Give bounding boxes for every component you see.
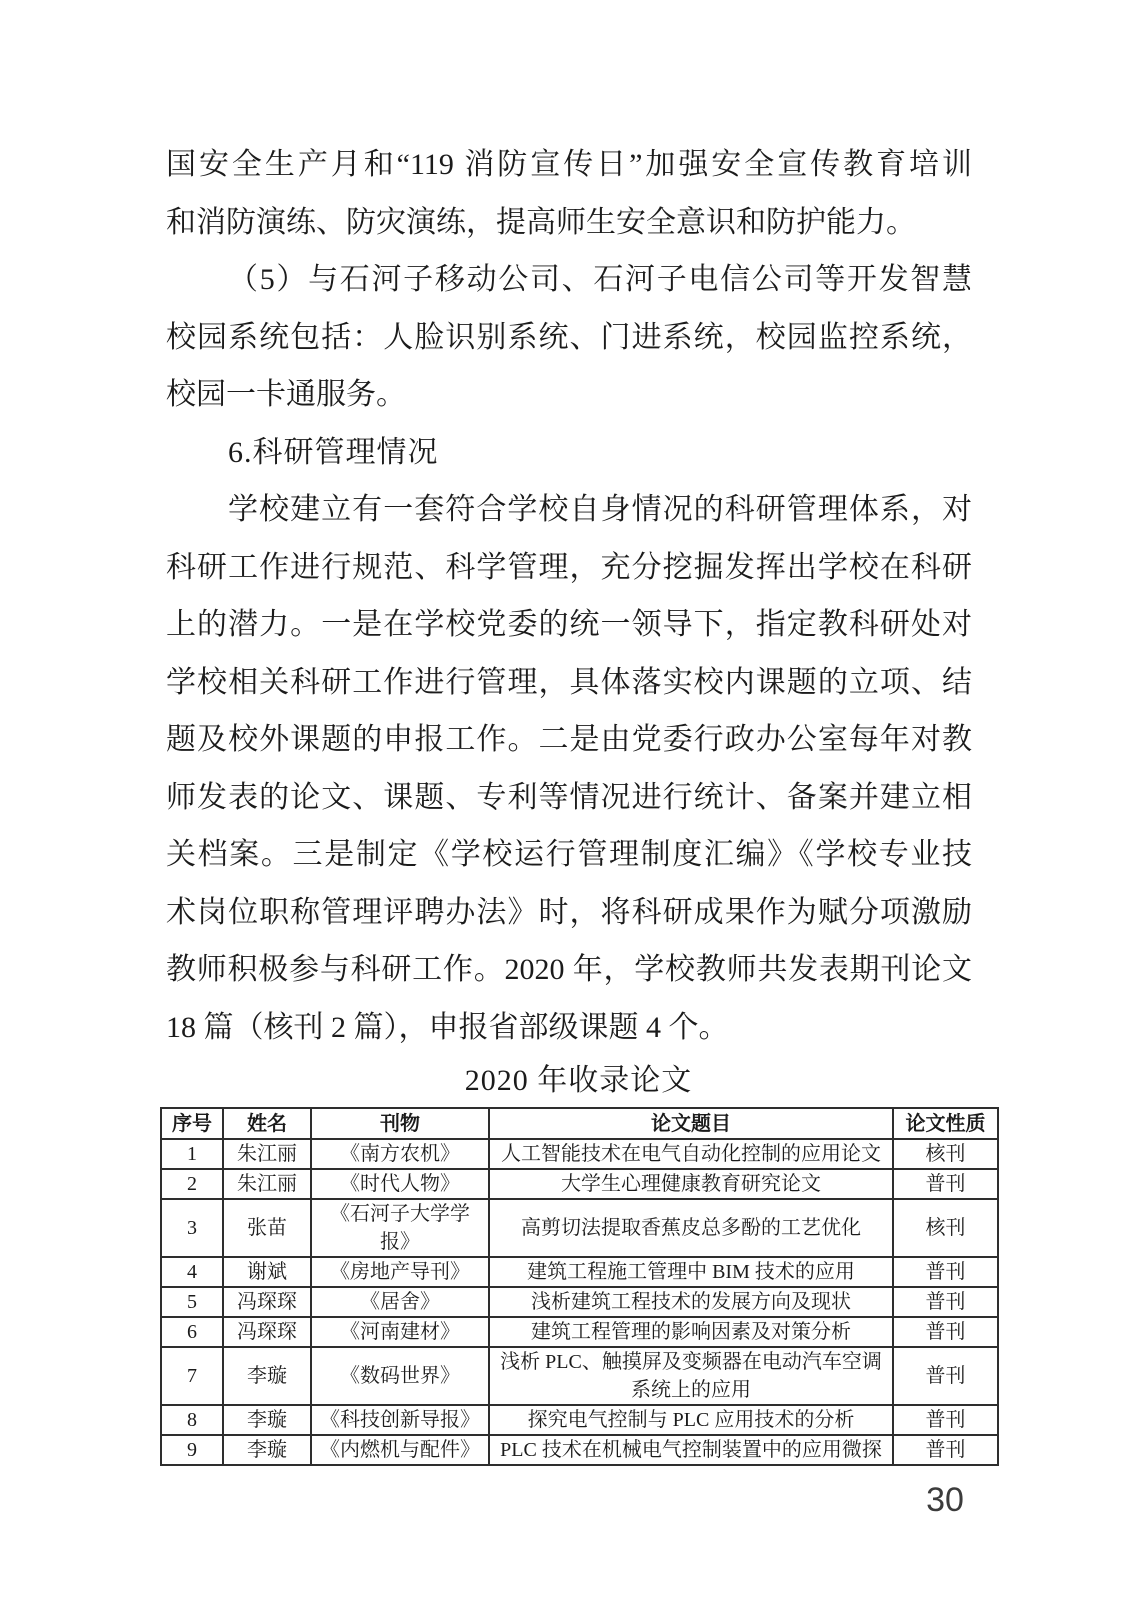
cell-paper-type: 普刊 — [893, 1435, 998, 1465]
cell-journal: 《数码世界》 — [311, 1347, 489, 1405]
cell-author-name: 冯琛琛 — [223, 1287, 311, 1317]
page-number: 30 — [926, 1481, 964, 1519]
cell-author-name: 冯琛琛 — [223, 1317, 311, 1347]
cell-paper-title: 建筑工程管理的影响因素及对策分析 — [489, 1317, 893, 1347]
table-header-cell: 论文性质 — [893, 1108, 998, 1139]
cell-serial-number: 1 — [161, 1139, 223, 1169]
cell-paper-title: PLC 技术在机械电气控制装置中的应用微探 — [489, 1435, 893, 1465]
cell-serial-number: 5 — [161, 1287, 223, 1317]
cell-paper-type: 普刊 — [893, 1405, 998, 1435]
cell-author-name: 朱江丽 — [223, 1139, 311, 1169]
cell-serial-number: 2 — [161, 1169, 223, 1199]
table-header-cell: 序号 — [161, 1108, 223, 1139]
cell-paper-title: 人工智能技术在电气自动化控制的应用论文 — [489, 1139, 893, 1169]
cell-journal: 《内燃机与配件》 — [311, 1435, 489, 1465]
cell-journal: 《时代人物》 — [311, 1169, 489, 1199]
cell-journal: 《居舍》 — [311, 1287, 489, 1317]
cell-paper-title: 高剪切法提取香蕉皮总多酚的工艺优化 — [489, 1199, 893, 1257]
table-header-row — [161, 1108, 998, 1139]
cell-paper-type: 普刊 — [893, 1169, 998, 1199]
table-row — [161, 1435, 998, 1465]
cell-paper-title: 浅析 PLC、触摸屏及变频器在电动汽车空调系统上的应用 — [489, 1347, 893, 1405]
table-header-cell: 刊物 — [311, 1108, 489, 1139]
body-text-line: 学校建立有一套符合学校自身情况的科研管理体系，对 — [228, 493, 972, 526]
table-row — [161, 1347, 998, 1405]
cell-serial-number: 8 — [161, 1405, 223, 1435]
cell-paper-title: 浅析建筑工程技术的发展方向及现状 — [489, 1287, 893, 1317]
body-text-line: 学校相关科研工作进行管理，具体落实校内课题的立项、结 — [166, 665, 972, 699]
table-header-cell: 姓名 — [223, 1108, 311, 1139]
table-row — [161, 1317, 998, 1347]
cell-author-name: 李璇 — [223, 1347, 311, 1405]
cell-paper-title: 建筑工程施工管理中 BIM 技术的应用 — [489, 1257, 893, 1287]
table-row — [161, 1405, 998, 1435]
cell-paper-type: 普刊 — [893, 1347, 998, 1405]
table-header-cell: 论文题目 — [489, 1108, 893, 1139]
table-row — [161, 1139, 998, 1169]
body-text-line: 校园系统包括：人脸识别系统、门进系统，校园监控系统， — [166, 320, 972, 354]
table-row — [161, 1169, 998, 1199]
cell-serial-number: 7 — [161, 1347, 223, 1405]
cell-serial-number: 6 — [161, 1317, 223, 1347]
body-text-line: 教师积极参与科研工作。2020 年，学校教师共发表期刊论文 — [166, 953, 972, 986]
body-text-line: 师发表的论文、课题、专利等情况进行统计、备案并建立相 — [166, 780, 972, 814]
cell-paper-type: 核刊 — [893, 1199, 998, 1257]
table-row — [161, 1257, 998, 1287]
cell-journal: 《房地产导刊》 — [311, 1257, 489, 1287]
cell-paper-type: 普刊 — [893, 1317, 998, 1347]
cell-paper-type: 核刊 — [893, 1139, 998, 1169]
body-text-line: 国安全生产月和“119 消防宣传日”加强安全宣传教育培训 — [166, 148, 972, 181]
body-text-line: 和消防演练、防灾演练，提高师生安全意识和防护能力。 — [166, 205, 916, 239]
body-text-line: 科研工作进行规范、科学管理，充分挖掘发挥出学校在科研 — [166, 550, 972, 584]
cell-serial-number: 3 — [161, 1199, 223, 1257]
cell-paper-type: 普刊 — [893, 1257, 998, 1287]
cell-serial-number: 9 — [161, 1435, 223, 1465]
body-text-line: 18 篇（核刊 2 篇），申报省部级课题 4 个。 — [166, 1010, 729, 1044]
cell-author-name: 张苗 — [223, 1199, 311, 1257]
cell-journal: 《河南建材》 — [311, 1317, 489, 1347]
table-row — [161, 1199, 998, 1257]
body-text-line: 关档案。三是制定《学校运行管理制度汇编》《学校专业技 — [166, 838, 972, 871]
cell-paper-type: 普刊 — [893, 1287, 998, 1317]
body-text-line: 题及校外课题的申报工作。二是由党委行政办公室每年对教 — [166, 723, 972, 756]
cell-author-name: 谢斌 — [223, 1257, 311, 1287]
publications-table — [160, 1107, 999, 1466]
cell-author-name: 朱江丽 — [223, 1169, 311, 1199]
cell-author-name: 李璇 — [223, 1405, 311, 1435]
cell-author-name: 李璇 — [223, 1435, 311, 1465]
cell-paper-title: 大学生心理健康教育研究论文 — [489, 1169, 893, 1199]
body-text-block — [166, 136, 972, 1056]
table-title: 2020 年收录论文 — [464, 1064, 693, 1097]
table-head — [161, 1108, 998, 1139]
cell-journal: 《科技创新导报》 — [311, 1405, 489, 1435]
body-text-line: 术岗位职称管理评聘办法》时，将科研成果作为赋分项激励 — [166, 895, 972, 929]
body-text-line: 上的潜力。一是在学校党委的统一领导下，指定教科研处对 — [166, 608, 972, 641]
cell-paper-title: 探究电气控制与 PLC 应用技术的分析 — [489, 1405, 893, 1435]
body-text-line: （5）与石河子移动公司、石河子电信公司等开发智慧 — [228, 263, 972, 296]
cell-journal: 《石河子大学学报》 — [311, 1199, 489, 1257]
cell-serial-number: 4 — [161, 1257, 223, 1287]
body-text-line: 校园一卡通服务。 — [166, 378, 406, 411]
cell-journal: 《南方农机》 — [311, 1139, 489, 1169]
table-row — [161, 1287, 998, 1317]
table-body — [161, 1139, 998, 1465]
body-text-line: 6.科研管理情况 — [228, 435, 439, 469]
